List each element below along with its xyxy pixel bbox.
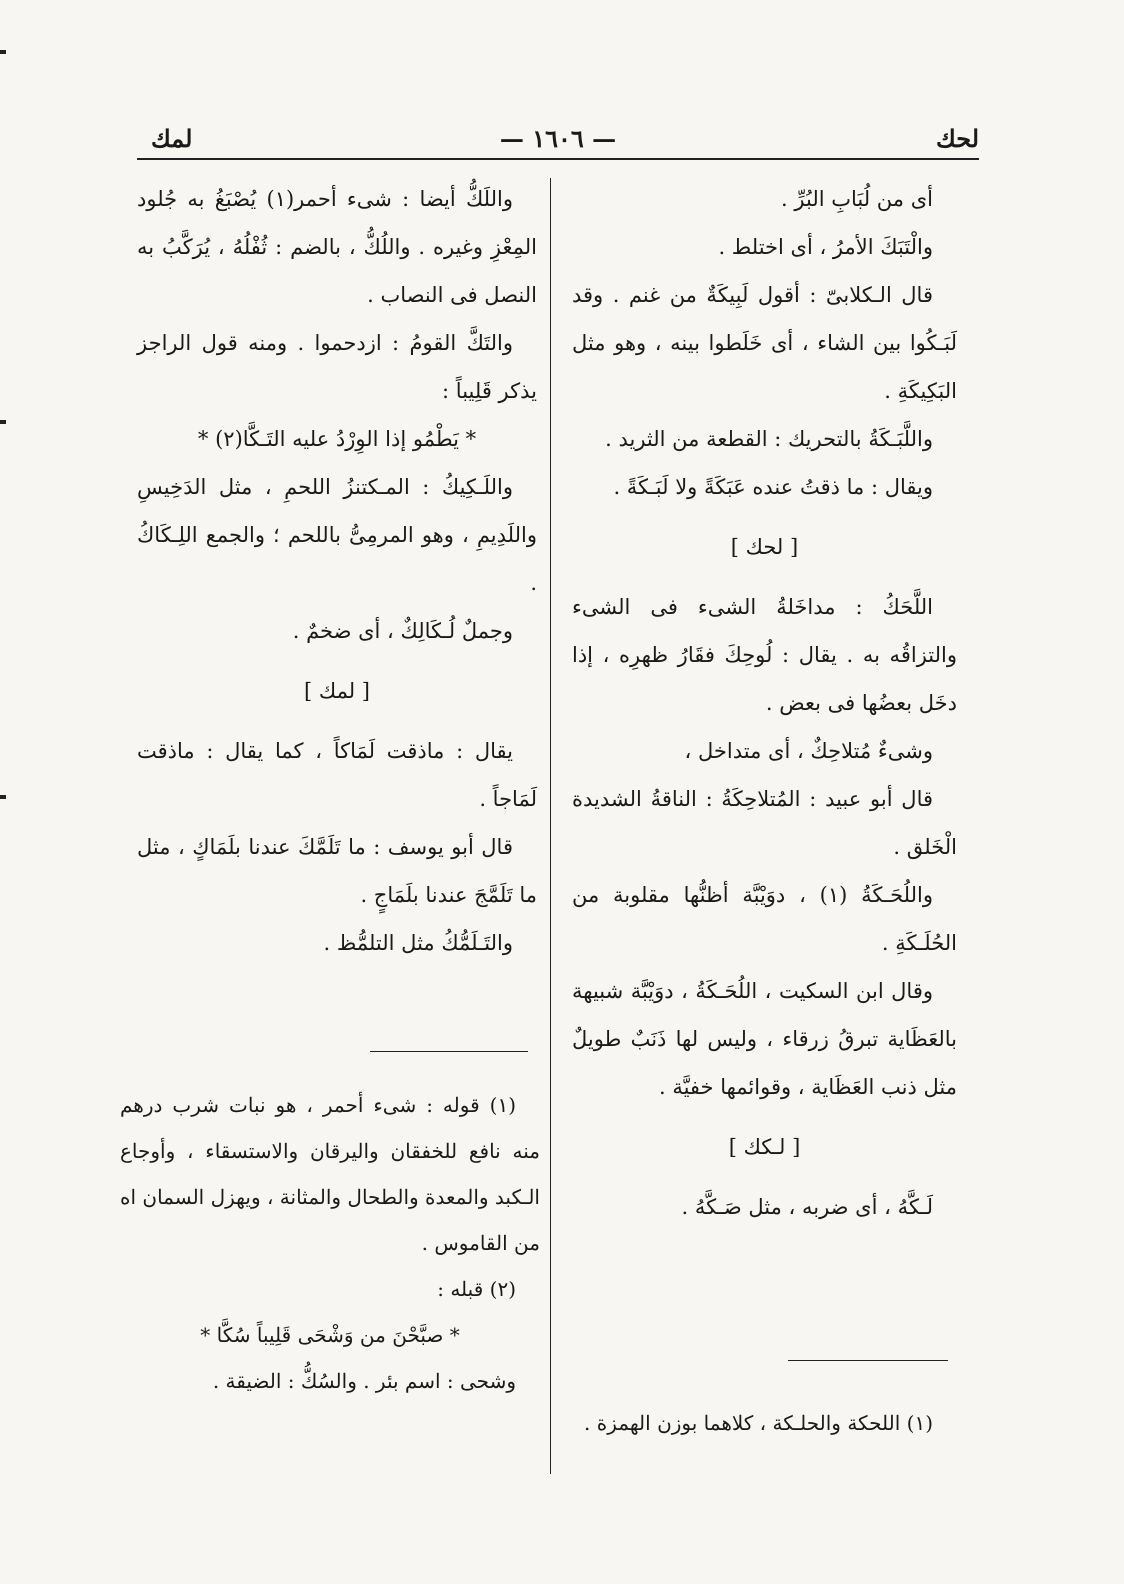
footnote-verse: * صبَّحْنَ من وَشْحَى قَلِيباً سُكَّا * <box>200 1323 460 1347</box>
paragraph: لَـكَّهُ ، أى ضربه ، مثل صَـكَّهُ . <box>681 1195 933 1219</box>
scan-mark <box>0 50 6 54</box>
paragraph: واللَـكِيكُ : المـكتنزُ اللحمِ ، مثل الدَخِيسِ واللَدِيمِ ، وهو المرمِىُّ باللحم ؛ والجمع اللِـكَاكُ . <box>137 475 537 595</box>
header-left-entry: لمك <box>151 124 193 153</box>
scan-mark <box>0 795 6 799</box>
paragraph: اللَّحَكُ : مداخَلةُ الشىء فى الشىء والتزاقُه به . يقال : لُوحِكَ فقَارُ ظهرِه ، إذا دخَل بعضُها فى بعض . <box>572 595 957 715</box>
footnote: (١) قوله : شىء أحمر ، هو نبات شرب درهم منه نافع للخفقان واليرقان والاستسقاء ، وأوجاع الـكبد والمعدة والطحال والمثانة ، ويهزل السمان اه من القاموس . <box>120 1093 540 1255</box>
header-right-entry: لحك <box>935 124 979 153</box>
paragraph: ويقال : ما ذقتُ عنده عَبَكَةً ولا لَبَـكَةً . <box>613 475 933 499</box>
paragraph: يقال : ماذقت لَمَاكاً ، كما يقال : ماذقت لَمَاجاً . <box>137 739 537 811</box>
section-heading: [ لحك ] <box>730 535 799 559</box>
scan-mark <box>0 420 6 424</box>
section-heading: [ لمك ] <box>304 679 370 703</box>
verse-line: * يَطْمُو إذا الوِرْدُ عليه التَـكَّا(٢) * <box>197 427 477 451</box>
paragraph: واللَكُّ أيضا : شىء أحمر(١) يُصْبَغُ به جُلود المِعْزِ وغيره . واللُكُّ ، بالضم : ثُفْلُهُ ، يُرَكَّبُ به النصل فى النصاب . <box>137 187 537 307</box>
paragraph: وشىءٌ مُتلاحِكٌ ، أى متداخل ، <box>684 739 933 763</box>
paragraph: قال الـكلابىّ : أقول لَبِيكَةٌ من غنم . وقد لَبَـكُوا بين الشاء ، أى خَلَطوا بينه ، وهو مثل البَكِيكَةِ . <box>572 283 957 403</box>
paragraph: والتَـلَمُّكُ مثل التلمُّظ . <box>323 931 513 955</box>
right-footnotes <box>572 1400 957 1446</box>
footnote-rule <box>788 1360 948 1361</box>
footnote: (١) اللحكة والحلـكة ، كلاهما بوزن الهمزة . <box>584 1411 933 1435</box>
footnote-rule <box>370 1051 528 1052</box>
page-header <box>137 120 979 160</box>
paragraph: واللَّبَـكَةُ بالتحريك : القطعة من الثريد . <box>605 427 933 451</box>
section-heading: [ لـكك ] <box>728 1135 801 1159</box>
footnote: وشحى : اسم بئر . والسُكُّ : الضيقة . <box>212 1369 516 1393</box>
left-column <box>137 175 537 967</box>
footnote: (٢) قبله : <box>437 1277 516 1301</box>
left-footnotes <box>120 1082 540 1404</box>
paragraph: والْتَبَكَ الأمرُ ، أى اختلط . <box>718 235 933 259</box>
paragraph: واللُحَـكَةُ (١) ، دوَيْبَّة أظنُّها مقلوبة من الحُلَـكَةِ . <box>572 883 957 955</box>
paragraph: وجملٌ لُـكَالِكٌ ، أى ضخمٌ . <box>292 619 513 643</box>
paragraph: والتَكَّ القومُ : ازدحموا . ومنه قول الراجز يذكر قَلِيباً : <box>137 331 537 403</box>
column-divider <box>550 178 551 1474</box>
paragraph: أى من لُبَابِ البُرِّ . <box>781 187 933 211</box>
paragraph: وقال ابن السكيت ، اللُحَـكَةُ ، دوَيْبَّة شبيهة بالعَظَاية تبرقُ زرقاء ، وليس لها ذَنَبٌ طويلٌ مثل ذنب العَظَاية ، وقوائمها خفيَّة . <box>572 979 957 1099</box>
header-rule <box>137 158 979 160</box>
paragraph: قال أبو عبيد : المُتلاحِكَةُ : الناقةُ الشديدة الْخَلق . <box>572 787 957 859</box>
right-column <box>572 175 957 1231</box>
page-number: — ١٦٠٦ — <box>499 124 617 153</box>
paragraph: قال أبو يوسف : ما تَلَمَّكَ عندنا بلَمَاكٍ ، مثل ما تَلَمَّجَ عندنا بلَمَاجٍ . <box>137 835 537 907</box>
